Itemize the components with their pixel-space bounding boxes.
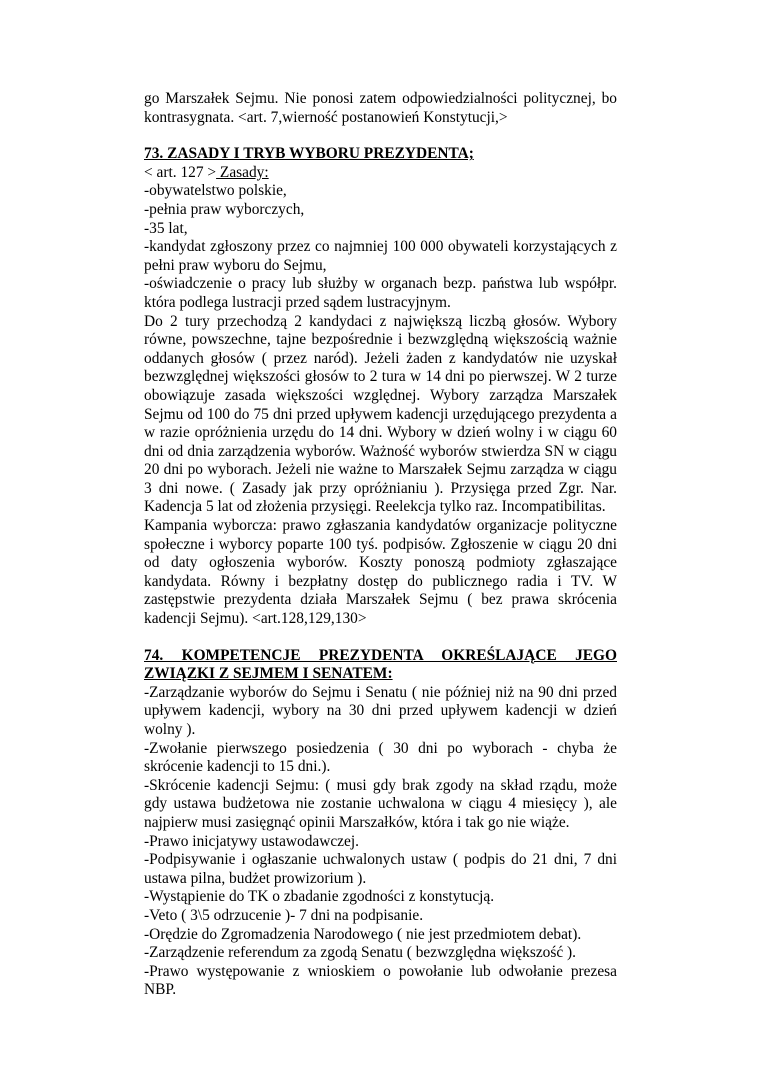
list-item: -Veto ( 3\5 odrzucenie )- 7 dni na podpisanie. xyxy=(144,906,424,924)
section-74-heading-line1: 74. KOMPETENCJE PREZYDENTA OKREŚLAJĄCE JEGO xyxy=(144,646,617,664)
list-item: -Zwołanie pierwszego posiedzenia ( 30 dni po wyborach - chyba że skrócenie kadencji to 15 dni.). xyxy=(144,739,617,776)
document-body xyxy=(144,90,617,1000)
section-74-heading xyxy=(144,647,617,666)
spacer xyxy=(144,127,617,145)
zasady-label: Zasady: xyxy=(216,163,269,181)
list-item: -Prawo występowanie z wnioskiem o powołanie lub odwołanie prezesa NBP. xyxy=(144,962,617,999)
section-73-heading: 73. ZASADY I TRYB WYBORU PREZYDENTA; xyxy=(144,145,474,163)
section-74-heading-line2: ZWIĄZKI Z SEJMEM I SENATEM: xyxy=(144,665,393,683)
art-127-line xyxy=(144,164,617,183)
campaign-paragraph: Kampania wyborcza: prawo zgłaszania kandydatów organizacje polityczne społeczne i wyborcy poparte 100 tyś. podpisów. Zgłoszenie w ciągu 20 dni od daty ogłoszenia wyborów. Koszty ponoszą podmioty zgłaszające kandydata. Równy i bezpłatny dostęp do publicznego radia i TV. W zastępstwie prezydenta działa Marszałek Sejmu ( bez prawa skrócenia kadencji Sejmu). <art.128,129,130> xyxy=(144,517,617,628)
list-item: -kandydat zgłoszony przez co najmniej 100 000 obywateli korzystających z pełni praw wyboru do Sejmu, xyxy=(144,238,617,274)
list-item: -Podpisywanie i ogłaszanie uchwalonych ustaw ( podpis do 21 dni, 7 dni ustawa pilna, budżet prowizorium ). xyxy=(144,851,617,887)
spacer xyxy=(144,629,617,647)
election-paragraph: Do 2 tury przechodzą 2 kandydaci z największą liczbą głosów. Wybory równe, powszechne, tajne bezpośrednie i bezwzględną większością ważnie oddanych głosów ( przez naród). Jeżeli żaden z kandydatów nie uzyskał bezwzględnej większości głosów to 2 tura w 14 dni po pierwszej. W 2 turze obowiązuje zasada większości względnej. Wybory zarządza Marszałek Sejmu od 100 do 75 dni przed upływem kadencji urzędującego prezydenta a w razie opróżnienia urzędu do 14 dni. Wybory w dzień wolny i w ciągu 60 dni od dnia zarządzenia wyborów. Ważność wyborów stwierdza SN w ciągu 20 dni po wyborach. Jeżeli nie ważne to Marszałek Sejmu zarządza w ciągu 3 dni nowe. ( Zasady jak przy opróżnianiu ). Przysięga przed Zgr. Nar. Kadencja 5 lat od złożenia przysięgi. Reelekcja tylko raz. Incompatibilitas. xyxy=(144,312,617,516)
intro-paragraph: go Marszałek Sejmu. Nie ponosi zatem odpowiedzialności politycznej, bo kontrasygnata. <art. 7,wierność postanowień Konstytucji,> xyxy=(144,90,617,126)
list-item: -Zarządzenie referendum za zgodą Senatu ( bezwzględna większość ). xyxy=(144,944,576,962)
list-item: -oświadczenie o pracy lub służby w organach bezp. państwa lub współpr. która podlega lustracji przed sądem lustracyjnym. xyxy=(144,275,617,311)
list-item: -Zarządzanie wyborów do Sejmu i Senatu ( nie później niż na 90 dni przed upływem kadencji, wybory na 30 dni przed upływem kadencji w dzień wolny ). xyxy=(144,683,617,738)
list-item: -Skrócenie kadencji Sejmu: ( musi gdy brak zgody na skład rządu, może gdy ustawa budżetowa nie zostanie uchwalona w ciągu 4 miesięcy ), ale najpierw musi zasięgnąć opinii Marszałków, która i tak go nie wiąże. xyxy=(144,776,617,831)
list-item: -Wystąpienie do TK o zbadanie zgodności z konstytucją. xyxy=(144,888,495,906)
list-item: -Prawo inicjatywy ustawodawczej. xyxy=(144,832,359,850)
list-item: -Orędzie do Zgromadzenia Narodowego ( nie jest przedmiotem debat). xyxy=(144,925,582,943)
list-item: -pełnia praw wyborczych, xyxy=(144,200,305,218)
list-item: -obywatelstwo polskie, xyxy=(144,182,287,200)
list-item: -35 lat, xyxy=(144,219,188,237)
art-127-ref: < art. 127 > xyxy=(144,163,217,181)
